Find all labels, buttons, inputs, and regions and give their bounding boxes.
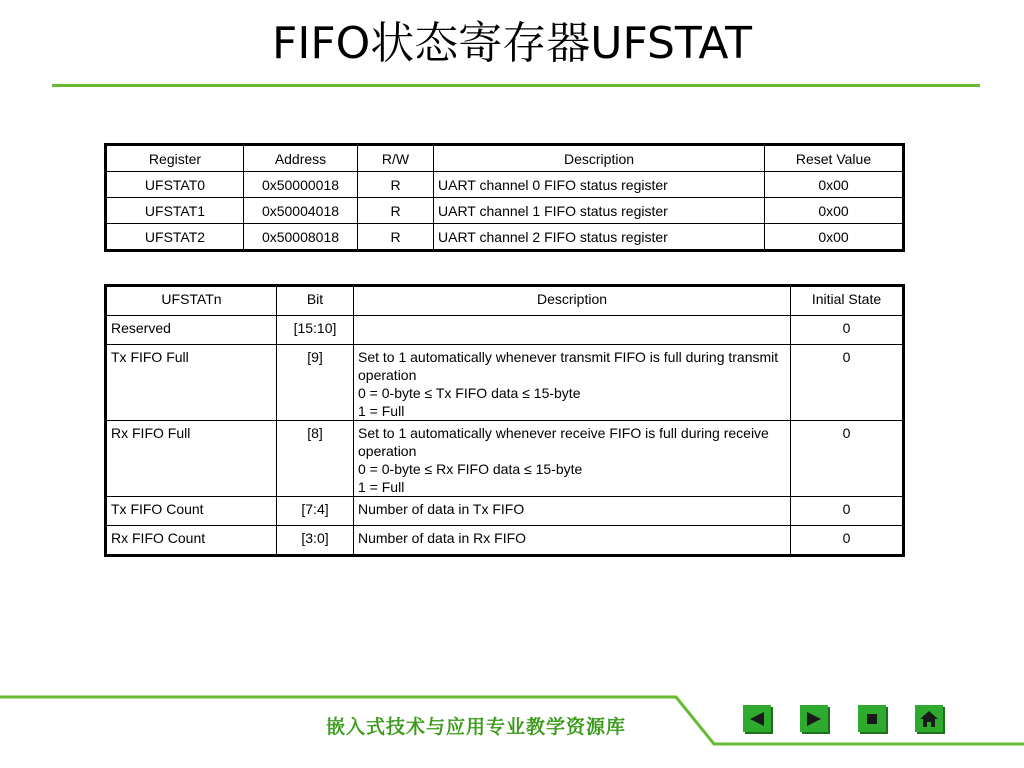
- bit-field-table: [106, 286, 903, 555]
- field-name-cell: Tx FIFO Full: [107, 345, 277, 421]
- bit-cell: [3:0]: [277, 526, 354, 555]
- field-name-cell: Tx FIFO Count: [107, 497, 277, 526]
- field-name-cell: Rx FIFO Count: [107, 526, 277, 555]
- bit-cell: [9]: [277, 345, 354, 421]
- initial-state-cell: 0: [791, 421, 903, 497]
- col-description: Description: [434, 146, 765, 172]
- slide-title: FIFO状态寄存器UFSTAT: [272, 18, 752, 69]
- table-row: [107, 224, 903, 250]
- col-description: Description: [354, 287, 791, 316]
- reset-value-cell: 0x00: [765, 172, 903, 198]
- description-cell: UART channel 1 FIFO status register: [434, 198, 765, 224]
- col-initial-state: Initial State: [791, 287, 903, 316]
- bit-table-header: [107, 287, 903, 316]
- field-description-cell: [354, 316, 791, 345]
- register-table-header: [107, 146, 903, 172]
- col-bit: Bit: [277, 287, 354, 316]
- initial-state-cell: 0: [791, 497, 903, 526]
- initial-state-cell: 0: [791, 345, 903, 421]
- description-line: 0 = 0-byte ≤ Rx FIFO data ≤ 15-byte: [358, 461, 583, 477]
- description-cell: UART channel 0 FIFO status register: [434, 172, 765, 198]
- field-description-cell: [354, 345, 791, 421]
- address-cell: 0x50008018: [244, 224, 358, 250]
- stop-button[interactable]: [858, 705, 886, 732]
- field-description-cell: [354, 421, 791, 497]
- description-line: 1 = Full: [358, 403, 405, 419]
- rw-cell: R: [358, 198, 434, 224]
- col-reset-value: Reset Value: [765, 146, 903, 172]
- table-row: [107, 345, 903, 421]
- triangle-right-icon: [805, 711, 823, 727]
- col-ufstatn: UFSTATn: [107, 287, 277, 316]
- house-icon: [919, 710, 939, 728]
- col-register: Register: [107, 146, 244, 172]
- description-line: Set to 1 automatically whenever receive FIFO is full during receive operation: [358, 425, 769, 459]
- table-row: [107, 316, 903, 345]
- col-address: Address: [244, 146, 358, 172]
- initial-state-cell: 0: [791, 316, 903, 345]
- address-cell: 0x50004018: [244, 198, 358, 224]
- field-description-cell: Number of data in Rx FIFO: [354, 526, 791, 555]
- reset-value-cell: 0x00: [765, 224, 903, 250]
- square-icon: [866, 713, 878, 725]
- register-cell: UFSTAT1: [107, 198, 244, 224]
- title-underline: [52, 84, 980, 87]
- col-rw: R/W: [358, 146, 434, 172]
- description-cell: UART channel 2 FIFO status register: [434, 224, 765, 250]
- prev-slide-button[interactable]: [743, 705, 771, 732]
- rw-cell: R: [358, 224, 434, 250]
- table-row: [107, 421, 903, 497]
- field-name-cell: Rx FIFO Full: [107, 421, 277, 497]
- bit-cell: [8]: [277, 421, 354, 497]
- description-line: 0 = 0-byte ≤ Tx FIFO data ≤ 15-byte: [358, 385, 581, 401]
- reset-value-cell: 0x00: [765, 198, 903, 224]
- bit-cell: [15:10]: [277, 316, 354, 345]
- field-description-cell: Number of data in Tx FIFO: [354, 497, 791, 526]
- next-slide-button[interactable]: [800, 705, 828, 732]
- home-button[interactable]: [915, 705, 943, 732]
- table-row: [107, 172, 903, 198]
- bit-cell: [7:4]: [277, 497, 354, 526]
- triangle-left-icon: [748, 711, 766, 727]
- description-line: 1 = Full: [358, 479, 405, 495]
- footer-text: 嵌入式技术与应用专业教学资源库: [326, 716, 627, 738]
- table-row: [107, 198, 903, 224]
- register-table: [106, 145, 903, 250]
- register-cell: UFSTAT2: [107, 224, 244, 250]
- table-row: [107, 497, 903, 526]
- initial-state-cell: 0: [791, 526, 903, 555]
- rw-cell: R: [358, 172, 434, 198]
- description-line: Set to 1 automatically whenever transmit FIFO is full during transmit operation: [358, 349, 779, 383]
- field-name-cell: Reserved: [107, 316, 277, 345]
- register-cell: UFSTAT0: [107, 172, 244, 198]
- table-row: [107, 526, 903, 555]
- address-cell: 0x50000018: [244, 172, 358, 198]
